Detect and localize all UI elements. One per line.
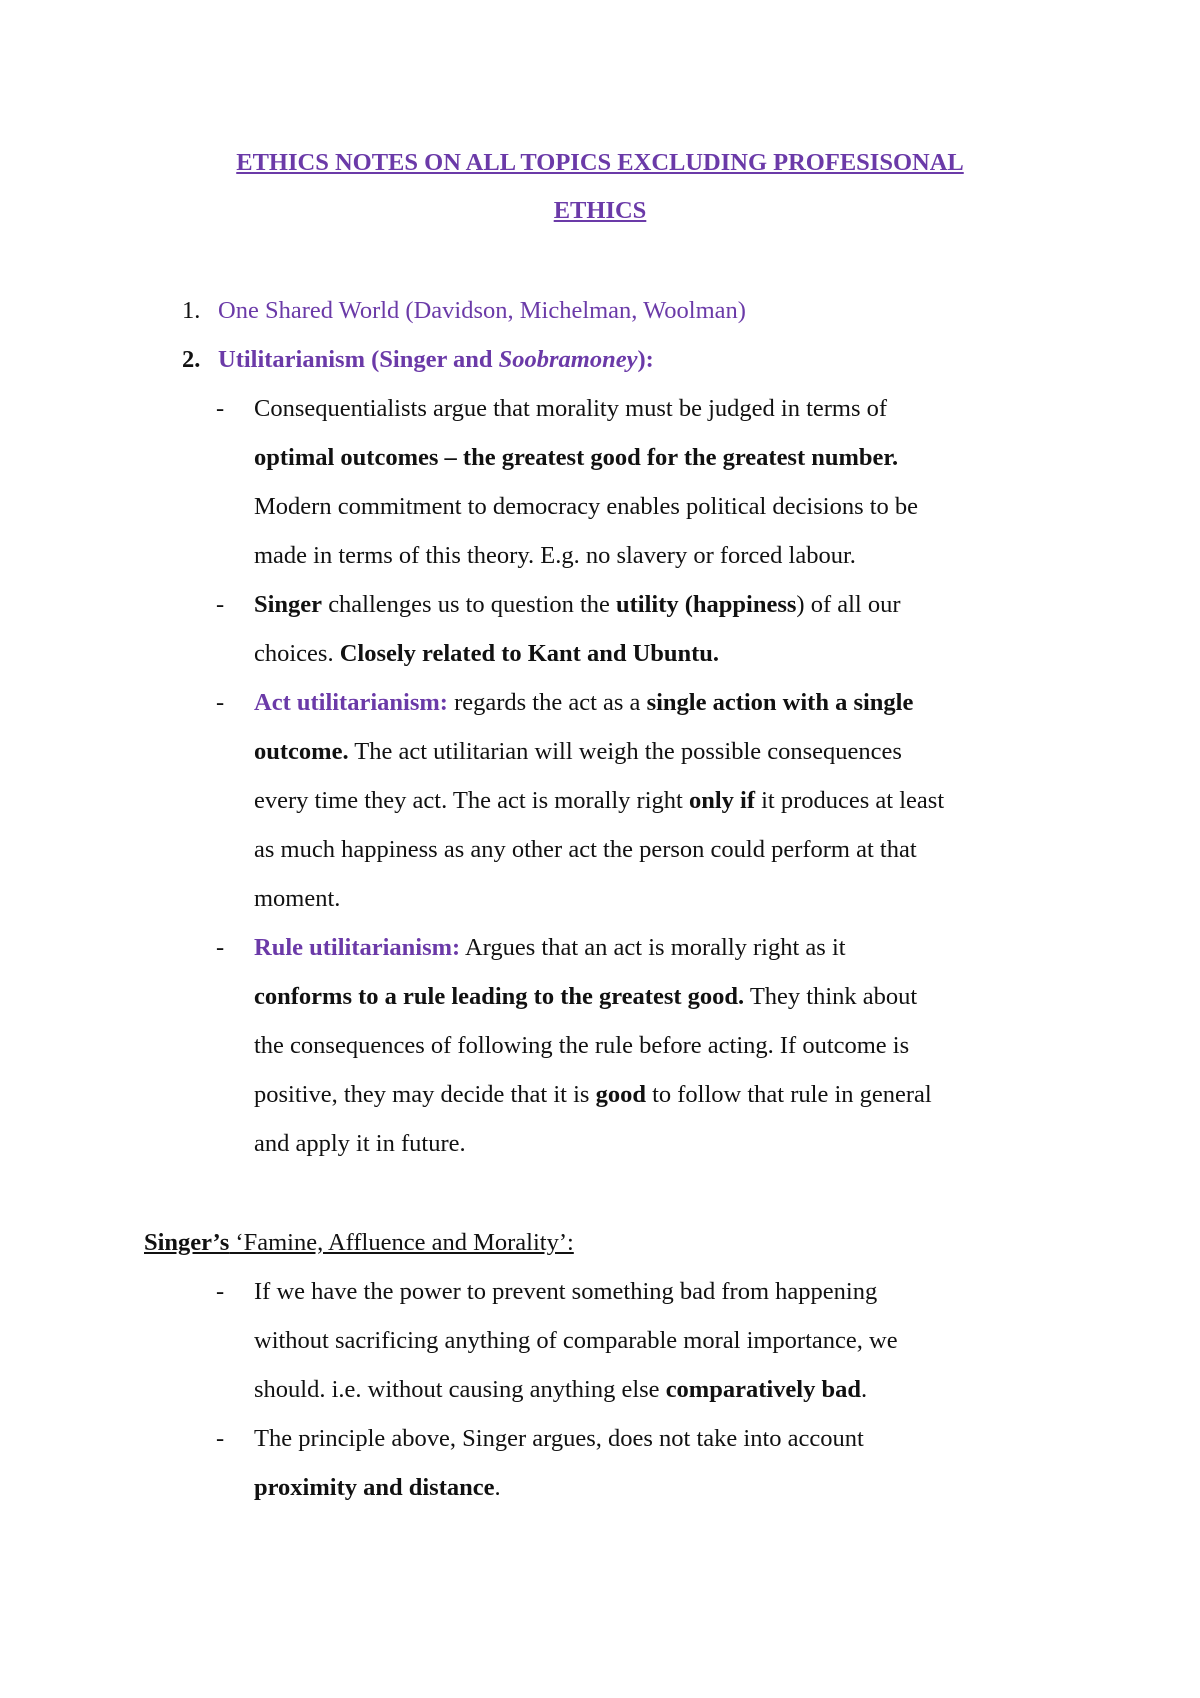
dash-bullet: - bbox=[216, 1425, 225, 1452]
list-item-1: One Shared World (Davidson, Michelman, Woolman) bbox=[218, 297, 746, 324]
dash-bullet: - bbox=[216, 689, 225, 716]
dash-bullet: - bbox=[216, 1278, 225, 1305]
paragraph-line: outcome. The act utilitarian will weigh the possible consequences bbox=[254, 738, 902, 765]
paragraph-line: The principle above, Singer argues, does not take into account bbox=[254, 1425, 864, 1452]
paragraph-line: every time they act. The act is morally right only if it produces at least bbox=[254, 787, 945, 814]
list-number-2: 2. bbox=[182, 346, 201, 373]
paragraph-line: should. i.e. without causing anything else comparatively bad. bbox=[254, 1376, 868, 1403]
document-title-line2: ETHICS bbox=[553, 197, 647, 224]
section-heading: Singer’s ‘Famine, Affluence and Morality’: bbox=[144, 1229, 574, 1256]
paragraph-line: optimal outcomes – the greatest good for the greatest number. bbox=[254, 444, 899, 471]
paragraph-line: as much happiness as any other act the person could perform at that bbox=[254, 836, 917, 863]
paragraph-line: moment. bbox=[254, 885, 341, 912]
list-number-1: 1. bbox=[182, 297, 201, 324]
paragraph-line: Act utilitarianism: regards the act as a single action with a single bbox=[254, 689, 914, 716]
paragraph-line: proximity and distance. bbox=[254, 1474, 501, 1501]
paragraph-line: and apply it in future. bbox=[254, 1130, 466, 1157]
paragraph-line: the consequences of following the rule before acting. If outcome is bbox=[254, 1032, 910, 1059]
paragraph-line: If we have the power to prevent something bad from happening bbox=[254, 1278, 878, 1305]
paragraph-line: Singer challenges us to question the utility (happiness) of all our bbox=[254, 591, 901, 618]
document-title-line1: ETHICS NOTES ON ALL TOPICS EXCLUDING PROFESISONAL bbox=[236, 149, 964, 176]
paragraph-line: without sacrificing anything of comparable moral importance, we bbox=[254, 1327, 898, 1354]
paragraph-line: Modern commitment to democracy enables political decisions to be bbox=[254, 493, 919, 520]
dash-bullet: - bbox=[216, 395, 225, 422]
paragraph-line: Rule utilitarianism: Argues that an act is morally right as it bbox=[254, 934, 846, 961]
paragraph-line: conforms to a rule leading to the greatest good. They think about bbox=[254, 983, 918, 1010]
dash-bullet: - bbox=[216, 591, 225, 618]
list-item-2: Utilitarianism (Singer and Soobramoney): bbox=[218, 346, 654, 373]
dash-bullet: - bbox=[216, 934, 225, 961]
paragraph-line: Consequentialists argue that morality must be judged in terms of bbox=[254, 395, 888, 422]
paragraph-line: choices. Closely related to Kant and Ubuntu. bbox=[254, 640, 720, 667]
paragraph-line: positive, they may decide that it is good to follow that rule in general bbox=[254, 1081, 932, 1108]
paragraph-line: made in terms of this theory. E.g. no slavery or forced labour. bbox=[254, 542, 856, 569]
